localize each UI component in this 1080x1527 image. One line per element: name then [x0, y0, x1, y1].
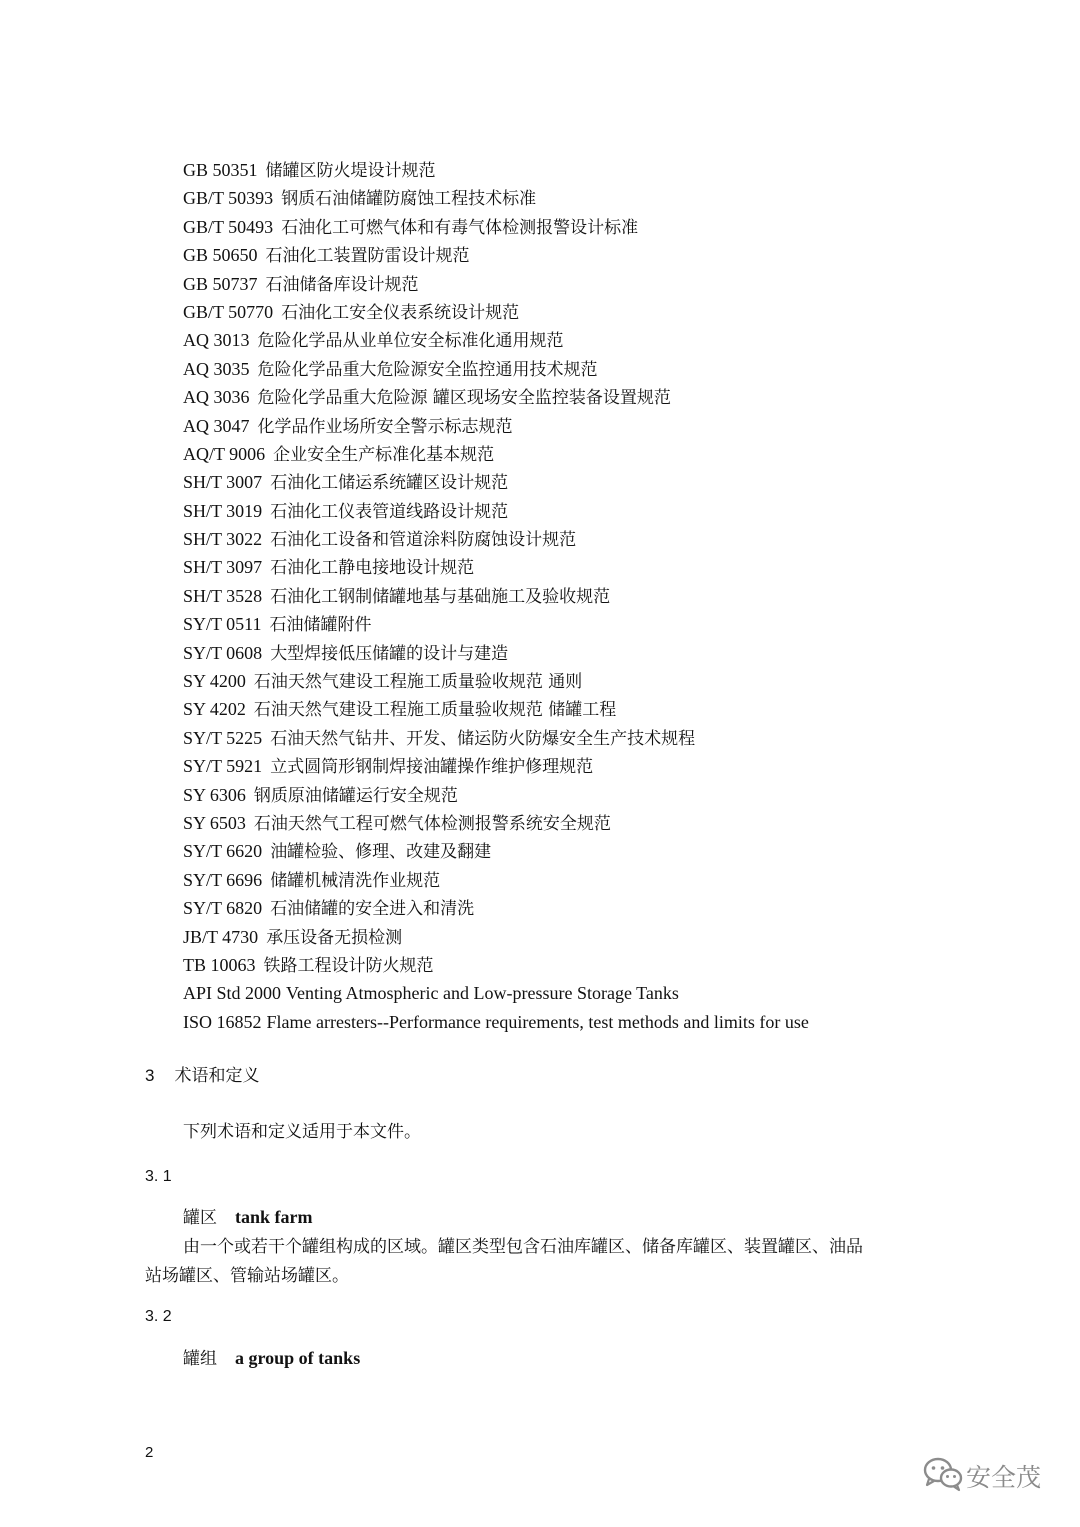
reference-code: SY 4202 — [183, 699, 246, 720]
definition-line: 站场罐区、管输站场罐区。 — [145, 1265, 349, 1286]
reference-code: SH/T 3528 — [183, 585, 263, 606]
reference-item — [183, 355, 809, 383]
reference-title: 铁路工程设计防火规范 — [263, 955, 434, 976]
reference-code: SY/T 5921 — [183, 756, 263, 777]
reference-item — [183, 582, 809, 610]
reference-item — [183, 553, 809, 581]
term-zh: 罐组 — [183, 1349, 217, 1369]
reference-title: 承压设备无损检测 — [266, 927, 403, 948]
reference-code: SY/T 6820 — [183, 898, 263, 919]
reference-title: Venting Atmospheric and Low-pressure Storage Tanks — [286, 983, 679, 1004]
reference-item — [183, 781, 809, 809]
watermark — [922, 1456, 1041, 1496]
reference-title: 大型焊接低压储罐的设计与建造 — [270, 643, 509, 664]
reference-item — [183, 184, 809, 212]
section-number: 3 — [145, 1066, 155, 1085]
reference-item — [183, 298, 809, 326]
reference-title: 石油化工装置防雷设计规范 — [265, 246, 470, 267]
reference-code: SY 6306 — [183, 784, 246, 805]
reference-code: AQ 3036 — [183, 387, 250, 408]
reference-item — [183, 837, 809, 865]
reference-title: 石油天然气工程可燃气体检测报警系统安全规范 — [253, 813, 611, 834]
reference-code: SY/T 6620 — [183, 841, 263, 862]
reference-code: GB 50351 — [183, 160, 258, 180]
reference-item — [183, 270, 809, 298]
reference-item — [183, 639, 809, 667]
definition-line: 由一个或若干个罐组构成的区域。罐区类型包含石油库罐区、储备库罐区、装置罐区、油品 — [183, 1237, 863, 1257]
reference-title: 危险化学品从业单位安全标准化通用规范 — [257, 331, 564, 352]
wechat-icon — [922, 1455, 964, 1497]
reference-code: SH/T 3019 — [183, 500, 263, 521]
reference-code: JB/T 4730 — [183, 926, 259, 947]
reference-item — [183, 979, 809, 1007]
reference-title: 石油化工储运系统罐区设计规范 — [270, 473, 509, 494]
reference-title: 石油天然气建设工程施工质量验收规范 通则 — [253, 672, 583, 693]
reference-title: 储罐机械清洗作业规范 — [270, 870, 441, 891]
reference-item — [183, 468, 809, 496]
reference-item — [183, 866, 809, 894]
reference-code: GB/T 50393 — [183, 188, 274, 209]
reference-item — [183, 923, 809, 951]
reference-code: AQ 3047 — [183, 415, 250, 436]
reference-item — [183, 724, 809, 752]
term-en: a group of tanks — [235, 1348, 361, 1368]
term-number: 3. 2 — [145, 1308, 172, 1325]
reference-title: 石油化工可燃气体和有毒气体检测报警设计标准 — [281, 217, 639, 238]
reference-code: AQ/T 9006 — [183, 443, 266, 464]
reference-title: 储罐区防火堤设计规范 — [265, 161, 436, 181]
reference-code: AQ 3013 — [183, 330, 250, 351]
reference-title: 危险化学品重大危险源 罐区现场安全监控装备设置规范 — [257, 388, 671, 409]
term-zh: 罐区 — [183, 1208, 217, 1228]
reference-item — [183, 412, 809, 440]
reference-title: 石油化工安全仪表系统设计规范 — [281, 302, 520, 323]
reference-code: AQ 3035 — [183, 358, 250, 379]
term-heading — [183, 1345, 360, 1372]
reference-item — [183, 497, 809, 525]
normative-references-list — [183, 156, 809, 1036]
reference-code: SY/T 0608 — [183, 642, 263, 663]
reference-title: 石油储罐的安全进入和清洗 — [270, 899, 475, 920]
watermark-text: 安全茂 — [966, 1463, 1042, 1492]
reference-item — [183, 383, 809, 411]
term-number: 3. 1 — [145, 1168, 172, 1185]
reference-title: 石油化工仪表管道线路设计规范 — [270, 501, 509, 522]
term-en: tank farm — [235, 1207, 313, 1227]
reference-title: 石油天然气建设工程施工质量验收规范 储罐工程 — [253, 700, 617, 721]
reference-code: GB 50737 — [183, 273, 258, 294]
reference-title: 石油化工钢制储罐地基与基础施工及验收规范 — [270, 586, 611, 607]
reference-item — [183, 1008, 809, 1036]
reference-title: 油罐检验、修理、改建及翻建 — [270, 842, 492, 863]
reference-code: SH/T 3007 — [183, 472, 263, 493]
reference-item — [183, 213, 809, 241]
reference-title: 钢质石油储罐防腐蚀工程技术标准 — [281, 189, 537, 210]
section-heading — [145, 1063, 259, 1089]
term-heading — [183, 1204, 313, 1231]
reference-title: 钢质原油储罐运行安全规范 — [253, 785, 458, 806]
reference-code: SY/T 5225 — [183, 727, 263, 748]
term-definition — [145, 1233, 863, 1290]
reference-code: GB/T 50770 — [183, 301, 274, 322]
reference-item — [183, 610, 809, 638]
reference-item — [183, 951, 809, 979]
reference-item — [183, 156, 809, 184]
reference-title: 石油天然气钻井、开发、储运防火防爆安全生产技术规程 — [270, 728, 696, 749]
reference-code: TB 10063 — [183, 954, 256, 975]
reference-code: SY 4200 — [183, 671, 246, 692]
reference-item — [183, 241, 809, 269]
reference-item — [183, 667, 809, 695]
reference-item — [183, 809, 809, 837]
reference-title: 化学品作业场所安全警示标志规范 — [257, 416, 513, 437]
reference-item — [183, 326, 809, 354]
reference-title: 企业安全生产标准化基本规范 — [273, 444, 495, 465]
reference-code: ISO 16852 — [183, 1011, 262, 1032]
reference-item — [183, 695, 809, 723]
reference-code: GB 50650 — [183, 245, 258, 266]
reference-code: API Std 2000 — [183, 983, 282, 1004]
reference-title: 石油储罐附件 — [269, 615, 372, 636]
page-number: 2 — [145, 1444, 154, 1461]
reference-title: 石油化工设备和管道涂料防腐蚀设计规范 — [270, 530, 577, 551]
reference-item — [183, 440, 809, 468]
section-title: 术语和定义 — [174, 1066, 260, 1086]
reference-item — [183, 752, 809, 780]
reference-item — [183, 894, 809, 922]
reference-title: 立式圆筒形钢制焊接油罐操作维护修理规范 — [270, 757, 594, 778]
reference-item — [183, 525, 809, 553]
reference-title: 危险化学品重大危险源安全监控通用技术规范 — [257, 359, 598, 380]
reference-code: SH/T 3022 — [183, 529, 263, 550]
section-intro: 下列术语和定义适用于本文件。 — [183, 1122, 421, 1142]
reference-code: GB/T 50493 — [183, 216, 274, 237]
reference-code: SY/T 6696 — [183, 869, 263, 890]
reference-title: 石油化工静电接地设计规范 — [270, 558, 475, 579]
reference-title: 石油储备库设计规范 — [265, 274, 419, 295]
reference-code: SY 6503 — [183, 812, 246, 833]
reference-code: SY/T 0511 — [183, 614, 262, 635]
reference-title: Flame arresters--Performance requirements, test methods and limits for use — [266, 1011, 809, 1032]
reference-code: SH/T 3097 — [183, 557, 263, 578]
